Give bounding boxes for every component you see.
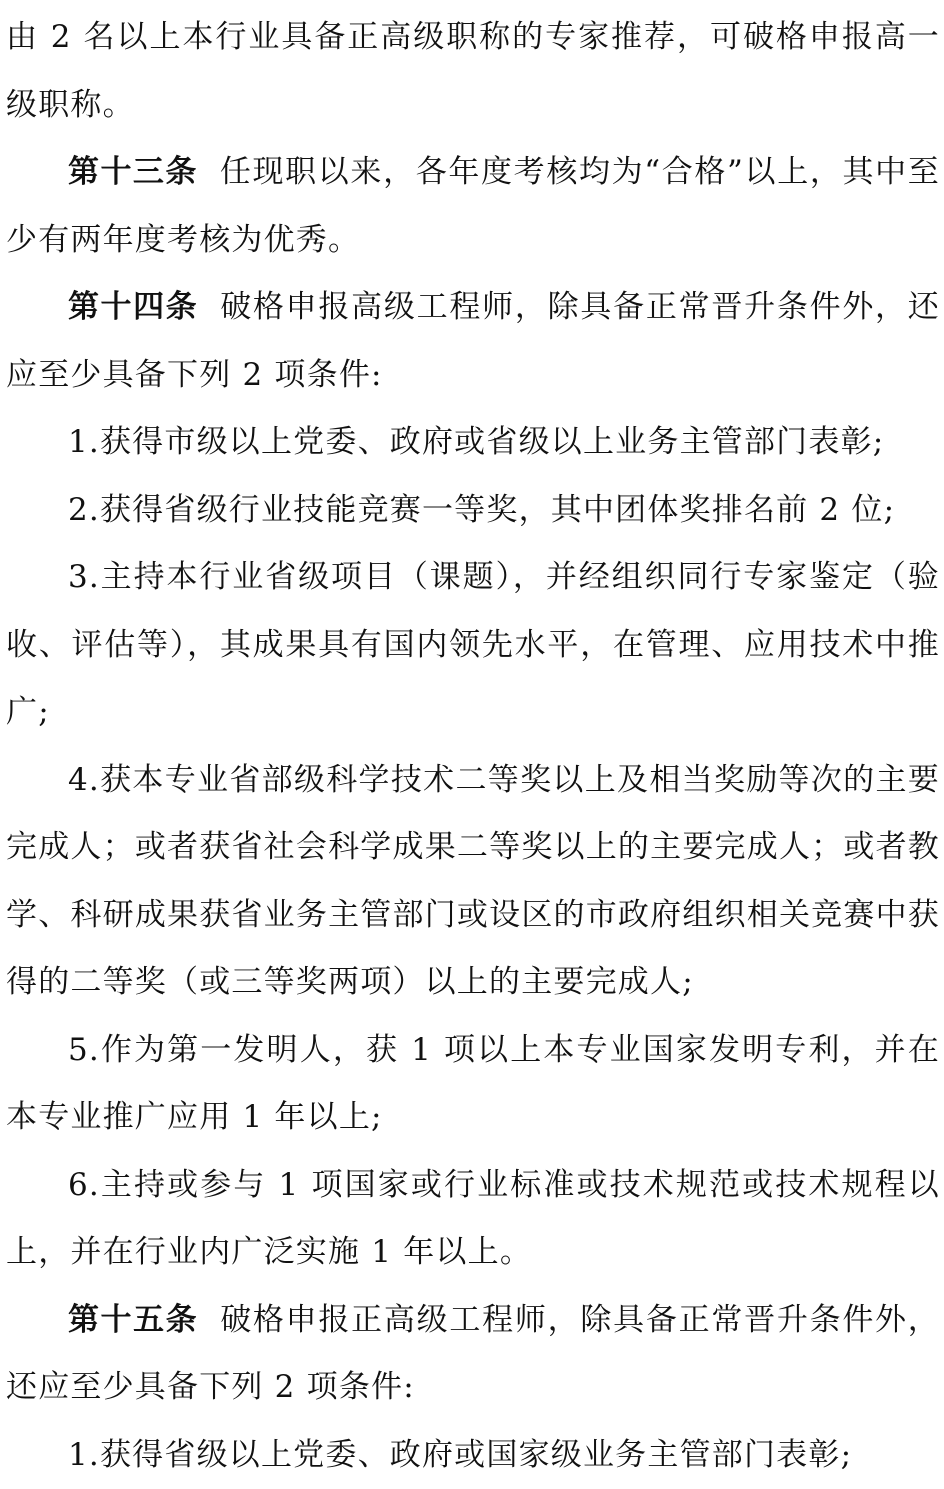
article-14-item-3: 3.主持本行业省级项目（课题），并经组织同行专家鉴定（验收、评估等），其成果具有国内领先水平，在管理、应用技术中推广; xyxy=(6,544,940,747)
article-15-text: 破格申报正高级工程师，除具备正常晋升条件外，还应至少具备下列 2 项条件: xyxy=(6,1302,940,1406)
article-14-item-2: 2.获得省级行业技能竞赛一等奖，其中团体奖排名前 2 位; xyxy=(6,477,940,545)
article-13-heading: 第十三条 xyxy=(68,154,198,190)
article-14-text: 破格申报高级工程师，除具备正常晋升条件外，还应至少具备下列 2 项条件: xyxy=(6,289,940,393)
document-page xyxy=(6,0,940,1489)
article-14-paragraph xyxy=(6,274,940,409)
article-14-item-1: 1.获得市级以上党委、政府或省级以上业务主管部门表彰; xyxy=(6,409,940,477)
article-15-item-1: 1.获得省级以上党委、政府或国家级业务主管部门表彰; xyxy=(6,1422,940,1489)
article-13-paragraph xyxy=(6,139,940,274)
article-14-item-6: 6.主持或参与 1 项国家或行业标准或技术规范或技术规程以上，并在行业内广泛实施 1 年以上。 xyxy=(6,1152,940,1287)
article-13-text: 任现职以来，各年度考核均为“合格”以上，其中至少有两年度考核为优秀。 xyxy=(6,154,940,258)
article-15-heading: 第十五条 xyxy=(68,1302,198,1338)
article-15-paragraph xyxy=(6,1287,940,1422)
article-14-heading: 第十四条 xyxy=(68,289,198,325)
article-14-item-4: 4.获本专业省部级科学技术二等奖以上及相当奖励等次的主要完成人；或者获省社会科学成果二等奖以上的主要完成人；或者教学、科研成果获省业务主管部门或设区的市政府组织相关竞赛中获得的二等奖（或三等奖两项）以上的主要完成人; xyxy=(6,747,940,1017)
continuation-paragraph: 由 2 名以上本行业具备正高级职称的专家推荐，可破格申报高一级职称。 xyxy=(6,4,940,139)
article-14-item-5: 5.作为第一发明人，获 1 项以上本专业国家发明专利，并在本专业推广应用 1 年以上; xyxy=(6,1017,940,1152)
